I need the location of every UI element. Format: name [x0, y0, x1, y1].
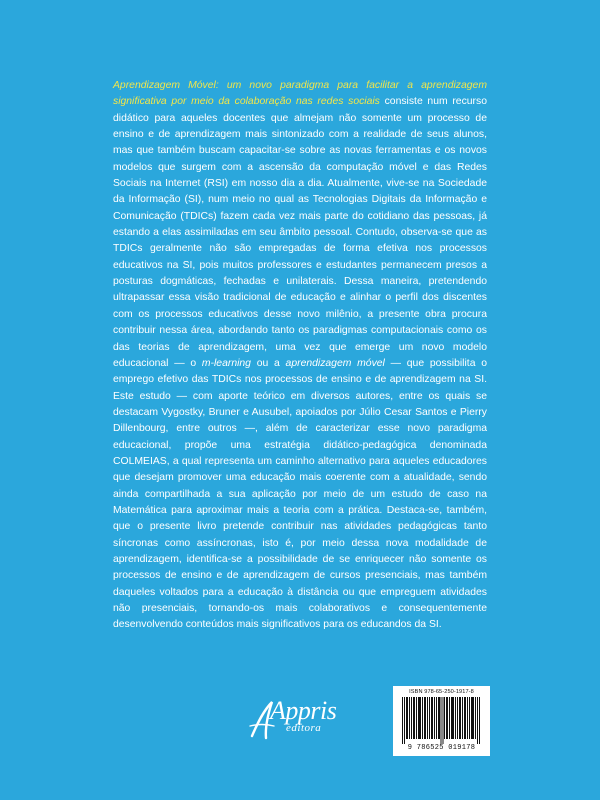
isbn-label: ISBN 978-65-250-1917-8 [409, 689, 474, 695]
blurb-text [113, 78, 487, 634]
barcode [393, 686, 490, 756]
publisher-logo [248, 696, 348, 746]
blurb-part-2: ou a [250, 357, 286, 369]
blurb-part-1: consiste num recurso didático para aqueles docentes que almejam não somente um processo de ensino e de aprendizagem mais sintonizado com a realidade de seus alunos, mas que também buscam capacitar-se sobre as novas ferramentas e os novos modelos que surgem com a ascensão da computação móvel e das Redes Sociais na Internet (RSI) em nosso dia a dia. Atualmente, vive-se na Sociedade da Informação (SI), num meio no qual as Tecnologias Digitais da Informação e Comunicação (TDICs) fazem cada vez mais parte do cotidiano das pessoas, já estando a elas assimiladas em seu âmbito pessoal. Contudo, observa-se que as TDICs geralmente não são empregadas de forma efetiva nos processos educativos na SI, pois muitos professores e estudantes permanecem presos a posturas dogmáticas, fechadas e unilaterais. Dessa maneira, pretendendo ultrapassar essa visão tradicional de educação e alinhar o perfil dos discentes com os processos educativos desse novo milênio, a presente obra procura contribuir nessa área, abordando tanto os paradigmas computacionais como os das teorias de aprendizagem, uma vez que emerge um novo modelo educacional — o [113, 96, 487, 369]
barcode-bars-icon [402, 697, 482, 744]
blurb-part-3: — que possibilita o emprego efetivo das TDICs nos processos de ensino e de aprendizagem na SI. Este estudo — com aporte teórico em diversos autores, entre os quais se destacam Vygostky, Bruner e Ausubel, apoiados por Júlio Cesar Santos e Pierry Dillenbourg, entre outros —, além de caracterizar esse novo paradigma educacional, propõe uma estratégia didático-pedagógica denominada COLMEIAS, a qual representa um caminho alternativo para aqueles educadores que desejam promover uma educação mais coerente com a atualidade, sendo ainda compartilhada a sua aplicação por meio de um estudo de caso na Matemática para aproximar mais a teoria com a prática. Destaca-se, também, que o presente livro pretende contribuir nas atividades pedagógicas tanto síncronas como assíncronas, isto é, por meio dessa nova modalidade de aprendizagem, identifica-se a possibilidade de se enriquecer não somente os processos de ensino e de aprendizagem de cursos presenciais, mas também daqueles voltados para a educação à distância ou que empreguem atividades não presenciais, tornando-os mais colaborativos e consequentemente desenvolvendo conteúdos mais significativos para os educandos da SI. [113, 357, 487, 631]
publisher-subtitle: editora [286, 722, 322, 734]
publisher-name: Appris [270, 696, 337, 725]
blurb-term-mlearning: m-learning [201, 357, 251, 369]
blurb-term-aprendizagem-movel: aprendizagem móvel [285, 357, 385, 369]
book-title: Aprendizagem Móvel: um novo paradigma para facilitar a aprendizagem significativa por meio da colaboração nas redes sociais [113, 80, 487, 108]
barcode-digits: 9 786525 019178 [407, 744, 476, 752]
